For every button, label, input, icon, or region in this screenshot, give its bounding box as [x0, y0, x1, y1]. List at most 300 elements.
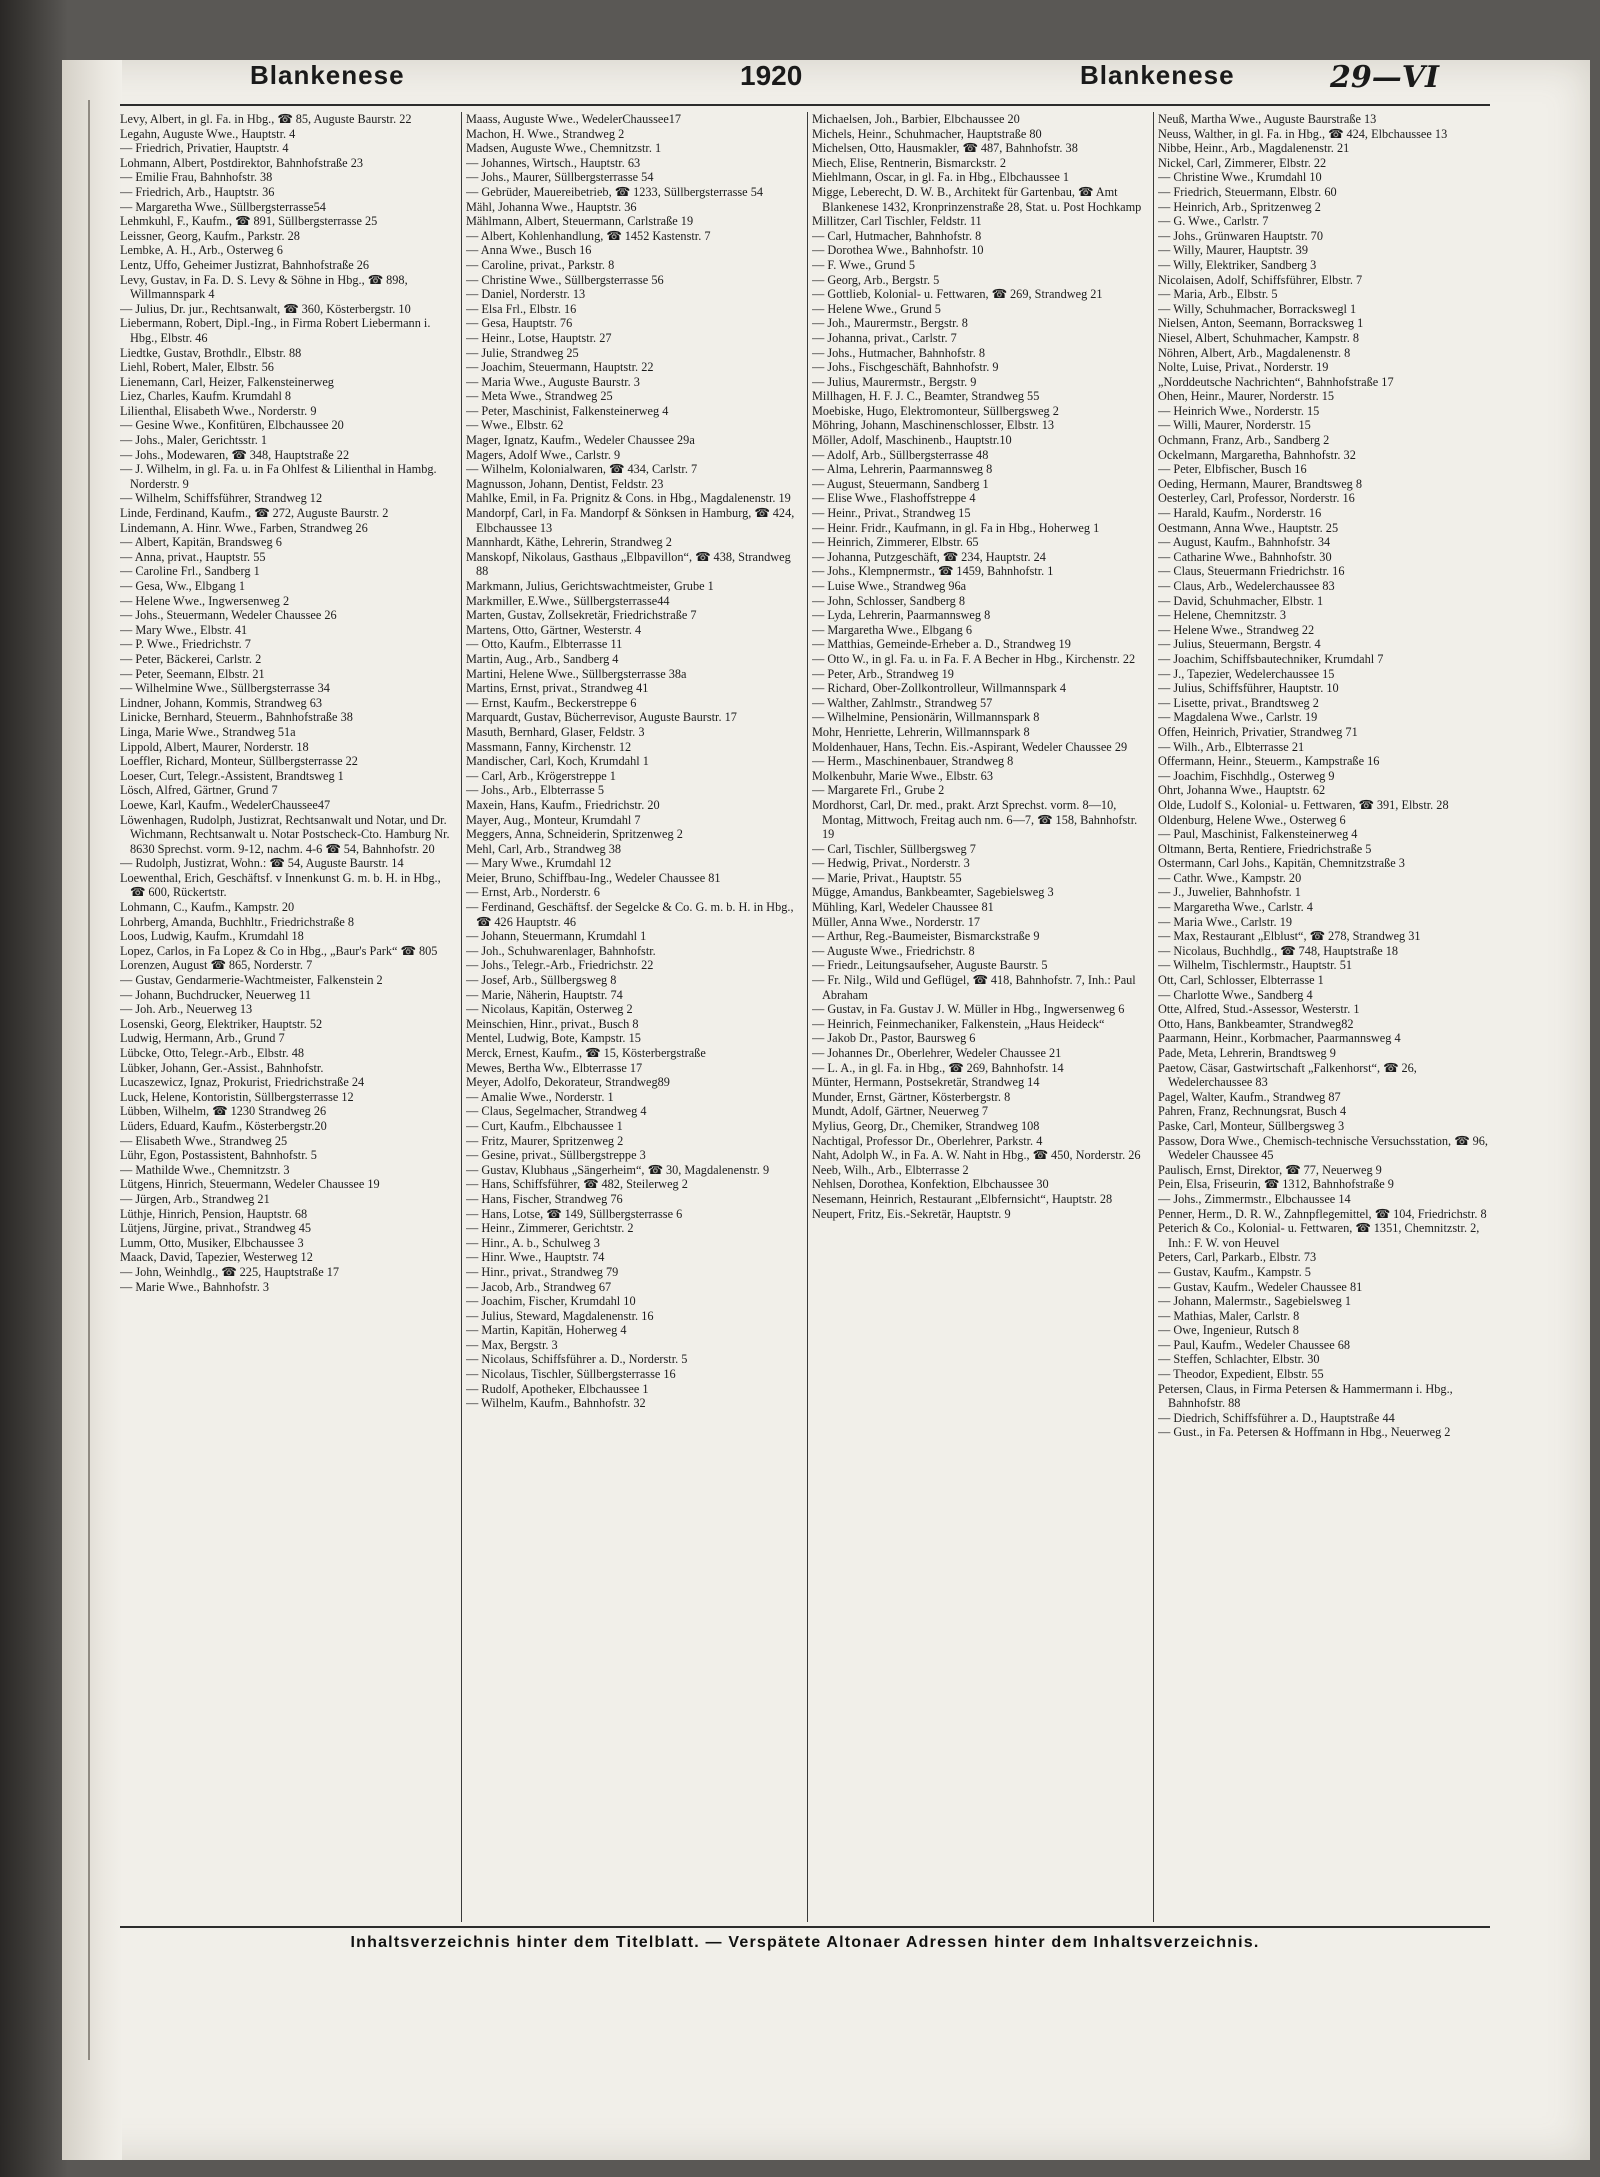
- directory-entry: Liez, Charles, Kaufm. Krumdahl 8: [120, 389, 292, 404]
- directory-entry: Martins, Ernst, privat., Strandweg 41: [466, 681, 649, 696]
- directory-entry: — Gesine Wwe., Konfitüren, Elbchaussee 20: [120, 418, 344, 433]
- directory-entry: — Otto W., in gl. Fa. u. in Fa. F. A Becher in Hbg., Kirchenstr. 22: [812, 651, 1136, 666]
- directory-entry: Lehmkuhl, F., Kaufm., ☎ 891, Süllbergsterrasse 25: [120, 214, 378, 229]
- footer-rule: [120, 1926, 1490, 1928]
- directory-entry: Nielsen, Anton, Seemann, Borracksweg 1: [1158, 316, 1364, 331]
- directory-entry: — Matthias, Gemeinde-Erheber a. D., Strandweg 19: [812, 637, 1071, 652]
- directory-entry: — Wwe., Elbstr. 62: [466, 418, 564, 433]
- directory-entry: — Johs., Telegr.-Arb., Friedrichstr. 22: [466, 958, 654, 973]
- directory-entry: — Gebrüder, Mauereibetrieb, ☎ 1233, Süllbergsterrasse 54: [466, 184, 764, 199]
- directory-entry: — Johs., Hutmacher, Bahnhofstr. 8: [812, 345, 986, 360]
- directory-entry: Lindemann, A. Hinr. Wwe., Farben, Strandweg 26: [120, 520, 368, 535]
- directory-entry: — John, Weinhdlg., ☎ 225, Hauptstraße 17: [120, 1264, 340, 1279]
- directory-entry: — Adolf, Arb., Süllbergsterrasse 48: [812, 447, 989, 462]
- directory-entry: Maack, David, Tapezier, Westerweg 12: [120, 1250, 313, 1265]
- directory-entry: Ockelmann, Margaretha, Bahnhofstr. 32: [1158, 447, 1356, 462]
- directory-entry: Passow, Dora Wwe., Chemisch-technische Versuchsstation, ☎ 96, Wedeler Chaussee 45: [1158, 1133, 1488, 1163]
- directory-entry: Linicke, Bernhard, Steuerm., Bahnhofstraße 38: [120, 710, 353, 725]
- directory-entry: Mewes, Bertha Ww., Elbterrasse 17: [466, 1060, 643, 1075]
- directory-entry: — Julius, Steward, Magdalenenstr. 16: [466, 1308, 654, 1323]
- column-divider: [461, 112, 462, 1922]
- directory-entry: Lienemann, Carl, Heizer, Falkensteinerweg: [120, 374, 334, 389]
- directory-entry: Mundt, Adolf, Gärtner, Neuerweg 7: [812, 1104, 989, 1119]
- directory-entry: — J., Juwelier, Bahnhofstr. 1: [1158, 885, 1301, 900]
- directory-entry: Lohmann, Albert, Postdirektor, Bahnhofstraße 23: [120, 155, 364, 170]
- directory-entry: Meier, Bruno, Schiffbau-Ing., Wedeler Chaussee 81: [466, 870, 721, 885]
- directory-entry: — Johanna, privat., Carlstr. 7: [812, 330, 957, 345]
- directory-entry: Liedtke, Gustav, Brothdlr., Elbstr. 88: [120, 345, 302, 360]
- directory-entry: Pagel, Walter, Kaufm., Strandweg 87: [1158, 1089, 1341, 1104]
- directory-entry: — Hinr., privat., Strandweg 79: [466, 1264, 619, 1279]
- directory-entry: Oldenburg, Helene Wwe., Osterweg 6: [1158, 812, 1346, 827]
- directory-entry: Mannhardt, Käthe, Lehrerin, Strandweg 2: [466, 535, 672, 550]
- directory-entry: — Dorothea Wwe., Bahnhofstr. 10: [812, 243, 984, 258]
- directory-entry: Linde, Ferdinand, Kaufm., ☎ 272, Auguste Baurstr. 2: [120, 506, 389, 521]
- directory-entry: — Wilh., Arb., Elbterrasse 21: [1158, 739, 1305, 754]
- directory-entry: — Julius, Maurermstr., Bergstr. 9: [812, 374, 977, 389]
- directory-entry: — P. Wwe., Friedrichstr. 7: [120, 637, 251, 652]
- column-divider: [807, 112, 808, 1922]
- directory-entry: Meinschien, Hinr., privat., Busch 8: [466, 1016, 639, 1031]
- directory-entry: — Wilhelm, Tischlermstr., Hauptstr. 51: [1158, 958, 1352, 973]
- directory-entry: — Marie, Privat., Hauptstr. 55: [812, 870, 962, 885]
- directory-entry: — Hinr. Wwe., Hauptstr. 74: [466, 1250, 605, 1265]
- directory-entry: Paske, Carl, Monteur, Süllbergsweg 3: [1158, 1118, 1345, 1133]
- directory-entry: — Georg, Arb., Bergstr. 5: [812, 272, 940, 287]
- directory-entry: — Lyda, Lehrerin, Paarmannsweg 8: [812, 608, 991, 623]
- header-year: 1920: [740, 60, 803, 91]
- directory-entry: — Max, Restaurant „Elblust“, ☎ 278, Strandweg 31: [1158, 929, 1421, 944]
- directory-entry: — Johannes Dr., Oberlehrer, Wedeler Chaussee 21: [812, 1046, 1062, 1060]
- directory-entry: Mählmann, Albert, Steuermann, Carlstraße 19: [466, 214, 694, 229]
- directory-entry: — Friedrich, Steuermann, Elbstr. 60: [1158, 184, 1337, 199]
- directory-entry: — Hedwig, Privat., Norderstr. 3: [812, 856, 970, 871]
- directory-entry: — Heinrich, Feinmechaniker, Falkenstein, „Haus Heideck“: [812, 1016, 1105, 1031]
- directory-entry: — Gustav, Kaufm., Kampstr. 5: [1158, 1264, 1311, 1279]
- directory-entry: — Nicolaus, Schiffsführer a. D., Norderstr. 5: [466, 1352, 688, 1367]
- directory-entry: Mühling, Karl, Wedeler Chaussee 81: [812, 900, 994, 915]
- directory-entry: — Ernst, Arb., Norderstr. 6: [466, 885, 600, 900]
- directory-entry: — Albert, Kohlenhandlung, ☎ 1452 Kastenstr. 7: [466, 228, 711, 243]
- directory-entry: Niesel, Albert, Schuhmacher, Kampstr. 8: [1158, 330, 1359, 345]
- directory-entry: — Carl, Tischler, Süllbergsweg 7: [812, 841, 976, 856]
- directory-entry: Nöhren, Albert, Arb., Magdalenenstr. 8: [1158, 345, 1351, 360]
- directory-entry: Legahn, Auguste Wwe., Hauptstr. 4: [120, 126, 296, 141]
- directory-entry: — Willy, Maurer, Hauptstr. 39: [1158, 243, 1308, 258]
- directory-entry: — Willi, Maurer, Norderstr. 15: [1158, 418, 1311, 433]
- directory-entry: Ott, Carl, Schlosser, Elbterrasse 1: [1158, 973, 1324, 988]
- directory-entry: — Joachim, Fischhdlg., Osterweg 9: [1158, 768, 1335, 783]
- directory-entry: Moldenhauer, Hans, Techn. Eis.-Aspirant, Wedeler Chaussee 29: [812, 739, 1128, 754]
- directory-entry: — Heinr., Zimmerer, Gerichtstr. 2: [466, 1221, 634, 1236]
- directory-entry: — Lisette, privat., Brandtsweg 2: [1158, 695, 1319, 710]
- directory-entry: Maass, Auguste Wwe., WedelerChaussee17: [466, 112, 682, 126]
- directory-entry: — J., Tapezier, Wedelerchaussee 15: [1158, 666, 1335, 681]
- directory-entry: — Margaretha Wwe., Elbgang 6: [812, 622, 973, 637]
- directory-entry: Naht, Adolph W., in Fa. A. W. Naht in Hbg., ☎ 450, Norderstr. 26: [812, 1148, 1141, 1163]
- directory-entry: Lütjens, Jürgine, privat., Strandweg 45: [120, 1221, 312, 1236]
- directory-entry: — Caroline, privat., Parkstr. 8: [466, 257, 615, 272]
- directory-entry: — Gustav, Klubhaus „Sängerheim“, ☎ 30, Magdalenenstr. 9: [466, 1162, 770, 1177]
- directory-entry: — Cathr. Wwe., Kampstr. 20: [1158, 870, 1302, 885]
- directory-entry: Petersen, Claus, in Firma Petersen & Hammermann i. Hbg., Bahnhofstr. 88: [1158, 1381, 1453, 1411]
- directory-columns: [120, 112, 1490, 1922]
- directory-entry: Otto, Hans, Bankbeamter, Strandweg82: [1158, 1016, 1354, 1031]
- directory-entry: — Hans, Schiffsführer, ☎ 482, Steilerweg 2: [466, 1177, 688, 1192]
- directory-entry: „Norddeutsche Nachrichten“, Bahnhofstraße 17: [1158, 374, 1394, 389]
- directory-entry: Miehlmann, Oscar, in gl. Fa. in Hbg., Elbchaussee 1: [812, 170, 1070, 185]
- directory-entry: Mügge, Amandus, Bankbeamter, Sagebielsweg 3: [812, 885, 1054, 900]
- directory-entry: Lüthje, Hinrich, Pension, Hauptstr. 68: [120, 1206, 308, 1221]
- directory-entry: — Gustav, in Fa. Gustav J. W. Müller in Hbg., Ingwersenweg 6: [812, 1002, 1125, 1017]
- directory-entry: — Hans, Lotse, ☎ 149, Süllbergsterrasse 6: [466, 1206, 683, 1221]
- directory-entry: Mordhorst, Carl, Dr. med., prakt. Arzt Sprechst. vorm. 8—10, Montag, Mittwoch, Freitag auch nm. 6—7, ☎ 158, Bahnhofstr. 19: [812, 797, 1138, 842]
- directory-entry: Mylius, Georg, Dr., Chemiker, Strandweg 108: [812, 1118, 1040, 1133]
- directory-entry: Mayer, Aug., Monteur, Krumdahl 7: [466, 812, 641, 827]
- directory-entry: — Joh. Arb., Neuerweg 13: [120, 1002, 253, 1017]
- directory-entry: Maxein, Hans, Kaufm., Friedrichstr. 20: [466, 797, 660, 812]
- directory-entry: — Gottlieb, Kolonial- u. Fettwaren, ☎ 269, Strandweg 21: [812, 287, 1103, 302]
- directory-entry: — Helene Wwe., Strandweg 22: [1158, 622, 1315, 637]
- binding-line: [88, 100, 90, 2060]
- header-place-left: Blankenese: [250, 60, 405, 90]
- directory-entry: — Martin, Kapitän, Hoherweg 4: [466, 1323, 627, 1338]
- directory-entry: — Hinr., A. b., Schulweg 3: [466, 1235, 600, 1250]
- directory-entry: Millitzer, Carl Tischler, Feldstr. 11: [812, 214, 982, 229]
- directory-entry: — Rudolf, Apotheker, Elbchaussee 1: [466, 1381, 649, 1396]
- directory-entry: Nolte, Luise, Privat., Norderstr. 19: [1158, 360, 1329, 375]
- directory-entry: — Johs., Zimmermstr., Elbchaussee 14: [1158, 1191, 1351, 1206]
- directory-entry: — Peter, Bäckerei, Carlstr. 2: [120, 651, 262, 666]
- directory-entry: Mähl, Johanna Wwe., Hauptstr. 36: [466, 199, 637, 214]
- directory-entry: — Mary Wwe., Krumdahl 12: [466, 856, 612, 871]
- directory-entry: — Harald, Kaufm., Norderstr. 16: [1158, 506, 1322, 521]
- directory-entry: Pein, Elsa, Friseurin, ☎ 1312, Bahnhofstraße 9: [1158, 1177, 1394, 1192]
- directory-entry: — Julius, Steuermann, Bergstr. 4: [1158, 637, 1321, 652]
- directory-entry: — Mary Wwe., Elbstr. 41: [120, 622, 248, 637]
- directory-entry: — Johs., Maler, Gerichtsstr. 1: [120, 433, 268, 448]
- directory-entry: Massmann, Fanny, Kirchenstr. 12: [466, 739, 632, 754]
- directory-entry: — Claus, Arb., Wedelerchaussee 83: [1158, 579, 1335, 593]
- directory-entry: — G. Wwe., Carlstr. 7: [1158, 214, 1269, 229]
- directory-entry: — Maria Wwe., Carlstr. 19: [1158, 914, 1292, 929]
- directory-entry: — Johs., Modewaren, ☎ 348, Hauptstraße 22: [120, 447, 350, 462]
- directory-entry: Marquardt, Gustav, Bücherrevisor, Auguste Baurstr. 17: [466, 710, 737, 725]
- directory-entry: — Johs., Arb., Elbterrasse 5: [466, 783, 604, 798]
- directory-entry: Loos, Ludwig, Kaufm., Krumdahl 18: [120, 929, 304, 944]
- directory-entry: Molkenbuhr, Marie Wwe., Elbstr. 63: [812, 768, 993, 783]
- directory-entry: Nibbe, Heinr., Arb., Magdalenenstr. 21: [1158, 141, 1350, 156]
- header-rule: [120, 104, 1490, 106]
- directory-entry: Müller, Anna Wwe., Norderstr. 17: [812, 914, 980, 929]
- directory-entry: Lindner, Johann, Kommis, Strandweg 63: [120, 695, 323, 710]
- directory-entry: Nachtigal, Professor Dr., Oberlehrer, Parkstr. 4: [812, 1133, 1043, 1148]
- directory-entry: Lübcke, Otto, Telegr.-Arb., Elbstr. 48: [120, 1046, 305, 1060]
- directory-entry: Ochmann, Franz, Arb., Sandberg 2: [1158, 433, 1330, 448]
- directory-entry: — Julie, Strandweg 25: [466, 345, 579, 360]
- directory-entry: — Joh., Maurermstr., Bergstr. 8: [812, 316, 968, 331]
- directory-entry: — August, Kaufm., Bahnhofstr. 34: [1158, 535, 1331, 550]
- directory-entry: Ohrt, Johanna Wwe., Hauptstr. 62: [1158, 783, 1326, 798]
- directory-entry: Münter, Hermann, Postsekretär, Strandweg 14: [812, 1075, 1040, 1090]
- directory-entry: Millhagen, H. F. J. C., Beamter, Strandweg 55: [812, 389, 1040, 404]
- directory-entry: Lorenzen, August ☎ 865, Norderstr. 7: [120, 958, 313, 973]
- directory-entry: — Curt, Kaufm., Elbchaussee 1: [466, 1118, 623, 1133]
- directory-entry: — Fritz, Maurer, Spritzenweg 2: [466, 1133, 624, 1148]
- directory-entry: — Auguste Wwe., Friedrichstr. 8: [812, 943, 975, 958]
- directory-entry: — Joachim, Steuermann, Hauptstr. 22: [466, 360, 654, 375]
- directory-entry: Madsen, Auguste Wwe., Chemnitzstr. 1: [466, 141, 662, 156]
- directory-entry: Mandischer, Carl, Koch, Krumdahl 1: [466, 754, 649, 769]
- directory-entry: Martini, Helene Wwe., Süllbergsterrasse 38a: [466, 666, 687, 681]
- column-1: [120, 112, 458, 1922]
- directory-entry: — Julius, Dr. jur., Rechtsanwalt, ☎ 360, Kösterbergstr. 10: [120, 301, 411, 316]
- directory-entry: Masuth, Bernhard, Glaser, Feldstr. 3: [466, 724, 645, 739]
- directory-entry: — Elise Wwe., Flashoffstreppe 4: [812, 491, 976, 506]
- directory-entry: — Willy, Schuhmacher, Borrackswegl 1: [1158, 301, 1357, 316]
- header-place-right: Blankenese: [1080, 60, 1235, 90]
- directory-entry: — Gust., in Fa. Petersen & Hoffmann in Hbg., Neuerweg 2: [1158, 1425, 1451, 1440]
- directory-entry: — Maria Wwe., Auguste Baurstr. 3: [466, 374, 640, 389]
- directory-entry: — Heinr. Fridr., Kaufmann, in gl. Fa in Hbg., Hoherweg 1: [812, 520, 1100, 535]
- directory-entry: — Max, Bergstr. 3: [466, 1337, 558, 1352]
- directory-entry: — Peter, Maschinist, Falkensteinerweg 4: [466, 403, 669, 418]
- directory-entry: Lumm, Otto, Musiker, Elbchaussee 3: [120, 1235, 304, 1250]
- directory-entry: Peterich & Co., Kolonial- u. Fettwaren, ☎ 1351, Chemnitzstr. 2, Inh.: F. W. von Heuvel: [1158, 1221, 1480, 1250]
- directory-entry: — Theodor, Expedient, Elbstr. 55: [1158, 1367, 1324, 1382]
- directory-entry: Martin, Aug., Arb., Sandberg 4: [466, 651, 619, 666]
- column-2: [466, 112, 804, 1922]
- directory-entry: — Heinr., Privat., Strandweg 15: [812, 506, 971, 521]
- directory-entry: Marten, Gustav, Zollsekretär, Friedrichstraße 7: [466, 608, 697, 623]
- directory-entry: Lütgens, Hinrich, Steuermann, Wedeler Chaussee 19: [120, 1177, 380, 1192]
- directory-entry: Lucaszewicz, Ignaz, Prokurist, Friedrichstraße 24: [120, 1075, 365, 1090]
- directory-entry: Paetow, Cäsar, Gastwirtschaft „Falkenhorst“, ☎ 26, Wedelerchaussee 83: [1158, 1060, 1417, 1090]
- directory-entry: Lippold, Albert, Maurer, Norderstr. 18: [120, 739, 309, 754]
- directory-entry: — Alma, Lehrerin, Paarmannsweg 8: [812, 462, 993, 477]
- directory-entry: — Amalie Wwe., Norderstr. 1: [466, 1089, 614, 1104]
- directory-entry: Michels, Heinr., Schuhmacher, Hauptstraße 80: [812, 126, 1042, 141]
- directory-entry: — Margaretha Wwe., Carlstr. 4: [1158, 900, 1313, 915]
- header-page-number: 29—VI: [1330, 60, 1440, 95]
- directory-entry: — Johs., Klempnermstr., ☎ 1459, Bahnhofstr. 1: [812, 564, 1054, 579]
- directory-entry: — David, Schuhmacher, Elbstr. 1: [1158, 593, 1324, 608]
- directory-entry: — Joh., Schuhwarenlager, Bahnhofstr.: [466, 943, 656, 958]
- directory-entry: — Heinrich Wwe., Norderstr. 15: [1158, 403, 1320, 418]
- directory-entry: — Luise Wwe., Strandweg 96a: [812, 579, 967, 593]
- directory-entry: — Carl, Hutmacher, Bahnhofstr. 8: [812, 228, 982, 243]
- directory-entry: Lohrberg, Amanda, Buchhltr., Friedrichstraße 8: [120, 914, 355, 929]
- directory-entry: — Johs., Steuermann, Wedeler Chaussee 26: [120, 608, 337, 623]
- directory-entry: Neuss, Walther, in gl. Fa. in Hbg., ☎ 424, Elbchaussee 13: [1158, 126, 1448, 141]
- directory-entry: — Helene, Chemnitzstr. 3: [1158, 608, 1287, 623]
- directory-entry: — Friedr., Leitungsaufseher, Auguste Baurstr. 5: [812, 958, 1048, 973]
- directory-entry: Mager, Ignatz, Kaufm., Wedeler Chaussee 29a: [466, 433, 695, 448]
- directory-entry: — Steffen, Schlachter, Elbstr. 30: [1158, 1352, 1320, 1367]
- directory-entry: Nesemann, Heinrich, Restaurant „Elbfernsicht“, Hauptstr. 28: [812, 1191, 1113, 1206]
- directory-entry: — Diedrich, Schiffsführer a. D., Hauptstraße 44: [1158, 1410, 1395, 1425]
- directory-entry: — Heinrich, Arb., Spritzenweg 2: [1158, 199, 1321, 214]
- directory-entry: — Johann, Malermstr., Sagebielsweg 1: [1158, 1294, 1351, 1309]
- directory-entry: — Johanna, Putzgeschäft, ☎ 234, Hauptstr. 24: [812, 549, 1046, 564]
- directory-entry: — Margarete Frl., Grube 2: [812, 783, 945, 798]
- directory-entry: — Gustav, Gendarmerie-Wachtmeister, Falkenstein 2: [120, 973, 383, 988]
- directory-entry: Mohr, Henriette, Lehrerin, Willmannspark 8: [812, 724, 1030, 739]
- directory-entry: — Wilhelmine Wwe., Süllbergsterrasse 34: [120, 681, 330, 696]
- directory-entry: Offermann, Heinr., Steuerm., Kampstraße 16: [1158, 754, 1380, 769]
- directory-entry: Paulisch, Ernst, Direktor, ☎ 77, Neuerweg 9: [1158, 1162, 1382, 1177]
- directory-entry: — Helene Wwe., Ingwersenweg 2: [120, 593, 290, 608]
- directory-entry: — Jacob, Arb., Strandweg 67: [466, 1279, 612, 1294]
- directory-entry: — Claus, Steuermann Friedrichstr. 16: [1158, 564, 1345, 579]
- directory-entry: Losenski, Georg, Elektriker, Hauptstr. 52: [120, 1016, 323, 1031]
- column-3: [812, 112, 1150, 1922]
- directory-entry: — Gesine, privat., Süllbergstreppe 3: [466, 1148, 646, 1163]
- directory-entry: — Rudolph, Justizrat, Wohn.: ☎ 54, Auguste Baurstr. 14: [120, 856, 404, 871]
- directory-entry: — Josef, Arb., Süllbergsweg 8: [466, 973, 617, 988]
- directory-entry: — Heinr., Lotse, Hauptstr. 27: [466, 330, 612, 345]
- directory-entry: — L. A., in gl. Fa. in Hbg., ☎ 269, Bahnhofstr. 14: [812, 1060, 1064, 1075]
- directory-entry: Moebiske, Hugo, Elektromonteur, Süllbergsweg 2: [812, 403, 1059, 418]
- directory-entry: — Fr. Nilg., Wild und Geflügel, ☎ 418, Bahnhofstr. 7, Inh.: Paul Abraham: [812, 973, 1136, 1002]
- directory-entry: — Jürgen, Arb., Strandweg 21: [120, 1191, 270, 1206]
- directory-entry: Otte, Alfred, Stud.-Assessor, Westerstr. 1: [1158, 1002, 1360, 1017]
- directory-entry: — Gustav, Kaufm., Wedeler Chaussee 81: [1158, 1279, 1363, 1294]
- directory-entry: Levy, Gustav, in Fa. D. S. Levy & Söhne in Hbg., ☎ 898, Willmannspark 4: [120, 272, 408, 302]
- directory-entry: Offen, Heinrich, Privatier, Strandweg 71: [1158, 724, 1358, 739]
- directory-entry: Oeding, Hermann, Maurer, Brandtsweg 8: [1158, 476, 1363, 491]
- directory-entry: Loewe, Karl, Kaufm., WedelerChaussee47: [120, 797, 331, 812]
- directory-entry: Olde, Ludolf S., Kolonial- u. Fettwaren, ☎ 391, Elbstr. 28: [1158, 797, 1449, 812]
- directory-entry: Liebermann, Robert, Dipl.-Ing., in Firma Robert Liebermann i. Hbg., Elbstr. 46: [120, 316, 431, 345]
- directory-entry: — Heinrich, Zimmerer, Elbstr. 65: [812, 535, 979, 550]
- directory-entry: Pade, Meta, Lehrerin, Brandtsweg 9: [1158, 1046, 1336, 1060]
- directory-entry: Miech, Elise, Rentnerin, Bismarckstr. 2: [812, 155, 1006, 170]
- directory-entry: Martens, Otto, Gärtner, Westerstr. 4: [466, 622, 642, 637]
- directory-entry: — Anna, privat., Hauptstr. 55: [120, 549, 266, 564]
- directory-entry: — Johs., Grünwaren Hauptstr. 70: [1158, 228, 1323, 243]
- directory-entry: — Mathias, Maler, Carlstr. 8: [1158, 1308, 1300, 1323]
- directory-entry: Mehl, Carl, Arb., Strandweg 38: [466, 841, 622, 856]
- directory-entry: — Peter, Arb., Strandweg 19: [812, 666, 954, 681]
- directory-entry: Loeser, Curt, Telegr.-Assistent, Brandtsweg 1: [120, 768, 344, 783]
- directory-entry: Nickel, Carl, Zimmerer, Elbstr. 22: [1158, 155, 1327, 170]
- directory-entry: — Maria, Arb., Elbstr. 5: [1158, 287, 1278, 302]
- directory-entry: Loeffler, Richard, Monteur, Süllbergsterrasse 22: [120, 754, 358, 769]
- directory-entry: — Wilhelm, Kolonialwaren, ☎ 434, Carlstr. 7: [466, 462, 698, 477]
- directory-entry: — Magdalena Wwe., Carlstr. 19: [1158, 710, 1318, 725]
- directory-entry: — Christine Wwe., Süllbergsterrasse 56: [466, 272, 664, 287]
- directory-entry: — Nicolaus, Buchhdlg., ☎ 748, Hauptstraße 18: [1158, 943, 1399, 958]
- directory-entry: — Johs., Fischgeschäft, Bahnhofstr. 9: [812, 360, 999, 375]
- directory-entry: — Wilhelmine, Pensionärin, Willmannspark 8: [812, 710, 1040, 725]
- directory-entry: — Jakob Dr., Pastor, Baursweg 6: [812, 1031, 976, 1046]
- directory-entry: Machon, H. Wwe., Strandweg 2: [466, 126, 625, 141]
- directory-entry: Neuß, Martha Wwe., Auguste Baurstraße 13: [1158, 112, 1377, 126]
- directory-entry: Oesterley, Carl, Professor, Norderstr. 16: [1158, 491, 1355, 506]
- directory-entry: — Marie Wwe., Bahnhofstr. 3: [120, 1279, 270, 1294]
- directory-entry: — Wilhelm, Kaufm., Bahnhofstr. 32: [466, 1396, 646, 1411]
- directory-entry: Nicolaisen, Adolf, Schiffsführer, Elbstr. 7: [1158, 272, 1363, 287]
- directory-entry: Neeb, Wilh., Arb., Elbterrasse 2: [812, 1162, 969, 1177]
- directory-entry: Möller, Adolf, Maschinenb., Hauptstr.10: [812, 433, 1012, 448]
- directory-entry: — Owe, Ingenieur, Rutsch 8: [1158, 1323, 1299, 1338]
- directory-entry: — Richard, Ober-Zollkontrolleur, Willmannspark 4: [812, 681, 1066, 696]
- directory-entry: Peters, Carl, Parkarb., Elbstr. 73: [1158, 1250, 1317, 1265]
- directory-entry: — Carl, Arb., Krögerstreppe 1: [466, 768, 616, 783]
- directory-entry: — Meta Wwe., Strandweg 25: [466, 389, 613, 404]
- directory-entry: — Albert, Kapitän, Brandsweg 6: [120, 535, 282, 550]
- directory-entry: — Caroline Frl., Sandberg 1: [120, 564, 260, 579]
- directory-entry: — Christine Wwe., Krumdahl 10: [1158, 170, 1322, 185]
- column-4: [1158, 112, 1496, 1922]
- directory-entry: Merck, Ernest, Kaufm., ☎ 15, Kösterbergstraße: [466, 1046, 706, 1060]
- directory-entry: Levy, Albert, in gl. Fa. in Hbg., ☎ 85, Auguste Baurstr. 22: [120, 112, 412, 126]
- directory-entry: — Mathilde Wwe., Chemnitzstr. 3: [120, 1162, 290, 1177]
- directory-entry: Lopez, Carlos, in Fa Lopez & Co in Hbg., „Baur's Park“ ☎ 805: [120, 943, 438, 958]
- directory-entry: Liehl, Robert, Maler, Elbstr. 56: [120, 360, 274, 375]
- directory-entry: Lembke, A. H., Arb., Osterweg 6: [120, 243, 283, 258]
- directory-entry: — Nicolaus, Tischler, Süllbergsterrasse 16: [466, 1367, 676, 1382]
- directory-entry: Ohen, Heinr., Maurer, Norderstr. 15: [1158, 389, 1335, 404]
- directory-entry: Meggers, Anna, Schneiderin, Spritzenweg 2: [466, 827, 683, 842]
- directory-entry: — Joachim, Fischer, Krumdahl 10: [466, 1294, 636, 1309]
- directory-entry: — Johann, Steuermann, Krumdahl 1: [466, 929, 647, 944]
- directory-entry: — Otto, Kaufm., Elbterrasse 11: [466, 637, 623, 652]
- directory-entry: Michelsen, Otto, Hausmakler, ☎ 487, Bahnhofstr. 38: [812, 141, 1078, 156]
- directory-entry: — Johannes, Wirtsch., Hauptstr. 63: [466, 155, 641, 170]
- directory-entry: — Wilhelm, Schiffsführer, Strandweg 12: [120, 491, 323, 506]
- directory-entry: Ludwig, Hermann, Arb., Grund 7: [120, 1031, 285, 1046]
- directory-entry: Ostermann, Carl Johs., Kapitän, Chemnitzstraße 3: [1158, 856, 1405, 871]
- directory-entry: — Walther, Zahlmstr., Strandweg 57: [812, 695, 993, 710]
- directory-entry: Penner, Herm., D. R. W., Zahnpflegemittel, ☎ 104, Friedrichstr. 8: [1158, 1206, 1487, 1221]
- directory-entry: Lüders, Eduard, Kaufm., Kösterbergstr.20: [120, 1118, 327, 1133]
- directory-entry: Markmann, Julius, Gerichtswachtmeister, Grube 1: [466, 579, 714, 593]
- directory-entry: — Emilie Frau, Bahnhofstr. 38: [120, 170, 273, 185]
- directory-entry: Mandorpf, Carl, in Fa. Mandorpf & Sönksen in Hamburg, ☎ 424, Elbchaussee 13: [466, 506, 795, 535]
- page-header: [120, 60, 1490, 100]
- directory-entry: Pahren, Franz, Rechnungsrat, Busch 4: [1158, 1104, 1347, 1119]
- directory-entry: Lübben, Wilhelm, ☎ 1230 Strandweg 26: [120, 1104, 327, 1119]
- column-divider: [1153, 112, 1154, 1922]
- directory-entry: Markmiller, E.Wwe., Süllbergsterrasse44: [466, 593, 670, 608]
- directory-entry: — Anna Wwe., Busch 16: [466, 243, 592, 258]
- directory-entry: Mentel, Ludwig, Bote, Kampstr. 15: [466, 1031, 641, 1046]
- directory-entry: Manskopf, Nikolaus, Gasthaus „Elbpavillon“, ☎ 438, Strandweg 88: [466, 549, 791, 579]
- directory-entry: Linga, Marie Wwe., Strandweg 51a: [120, 724, 296, 739]
- directory-entry: — Claus, Segelmacher, Strandweg 4: [466, 1104, 647, 1119]
- directory-entry: Migge, Leberecht, D. W. B., Architekt für Gartenbau, ☎ Amt Blankenese 1432, Kronprinzenstraße 28, Stat. u. Post Hochkamp: [812, 184, 1142, 214]
- directory-entry: Möhring, Johann, Maschinenschlosser, Elbstr. 13: [812, 418, 1055, 433]
- directory-entry: — Elsa Frl., Elbstr. 16: [466, 301, 577, 316]
- directory-entry: Nehlsen, Dorothea, Konfektion, Elbchaussee 30: [812, 1177, 1049, 1192]
- directory-entry: — Peter, Seemann, Elbstr. 21: [120, 666, 265, 681]
- directory-entry: Löwenhagen, Rudolph, Justizrat, Rechtsanwalt und Notar, und Dr. Wichmann, Rechtsanwalt u. Notar Postscheck-Cto. Hamburg Nr. 8630 Sprechst. vorm. 9-12, nachm. 4-6 ☎ 54, Bahnhofstr. 20: [120, 812, 450, 856]
- directory-entry: — August, Steuermann, Sandberg 1: [812, 476, 989, 491]
- directory-entry: — Willy, Elektriker, Sandberg 3: [1158, 257, 1317, 272]
- directory-entry: — Arthur, Reg.-Baumeister, Bismarckstraße 9: [812, 929, 1040, 944]
- directory-entry: — J. Wilhelm, in gl. Fa. u. in Fa Ohlfest & Lilienthal in Hambg. Norderstr. 9: [120, 462, 437, 491]
- directory-entry: Magnusson, Johann, Dentist, Feldstr. 23: [466, 476, 664, 491]
- directory-entry: — Friedrich, Privatier, Hauptstr. 4: [120, 141, 289, 156]
- directory-entry: — Herm., Maschinenbauer, Strandweg 8: [812, 754, 1014, 769]
- directory-entry: — Paul, Maschinist, Falkensteinerweg 4: [1158, 827, 1358, 842]
- directory-entry: Oestmann, Anna Wwe., Hauptstr. 25: [1158, 520, 1339, 535]
- binding-gutter: [62, 60, 122, 2160]
- directory-entry: — Daniel, Norderstr. 13: [466, 287, 586, 302]
- directory-entry: Lilienthal, Elisabeth Wwe., Norderstr. 9: [120, 403, 317, 418]
